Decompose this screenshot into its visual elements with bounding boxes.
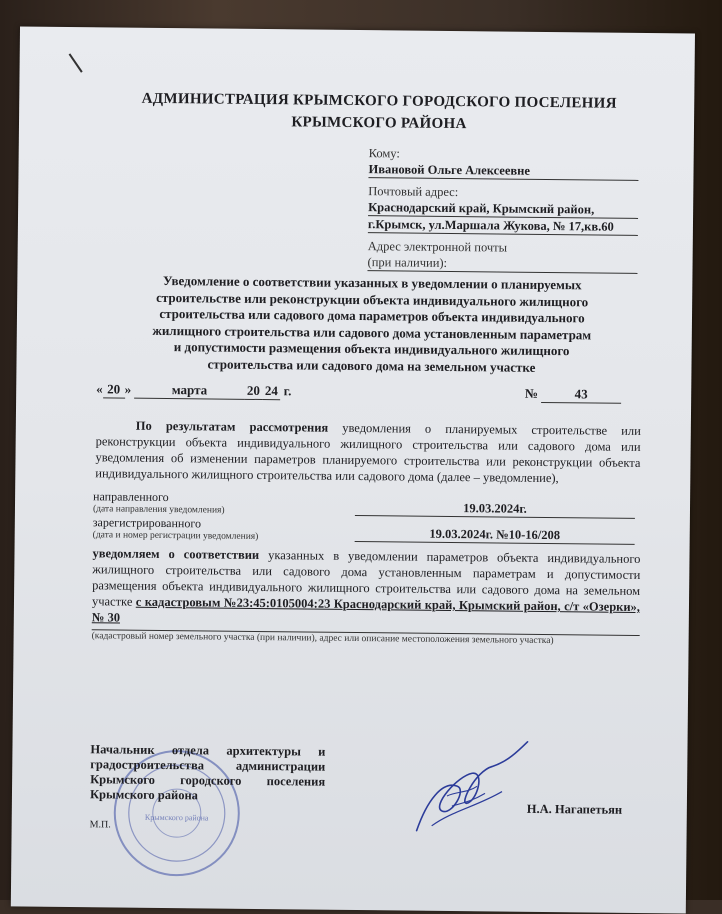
sent-label: направленного — [93, 489, 169, 505]
date-line — [96, 381, 641, 404]
title-line: и допустимости размещения объекта индивидуального жилищного — [173, 339, 570, 359]
notify-paragraph — [92, 545, 641, 631]
body-lead: По результатам рассмотрения — [135, 418, 329, 435]
title-line: строительства или садового дома параметров объекта индивидуального — [159, 305, 585, 326]
address-line-2: г.Крымск, ул.Маршала Жукова, № 17,кв.60 — [368, 216, 638, 236]
parcel-address: с кадастровым №23:45:0105004:23 Краснодарский край, Крымский район, с/т «Озерки», № 30 — [91, 594, 641, 625]
seal-place-label: М.П. — [89, 819, 111, 831]
sent-sub: (дата направления уведомления) — [92, 504, 225, 516]
title-line: Уведомление о соответствии указанных в уведомлении о планируемых — [163, 272, 582, 293]
reg-sub: (дата и номер регистрации уведомления) — [92, 530, 259, 542]
signature-icon — [397, 730, 538, 841]
reg-label: зарегистрированного — [92, 515, 202, 531]
to-value: Ивановой Ольге Алексеевне — [368, 161, 638, 181]
date-day: 20 — [103, 381, 125, 398]
signer-position: Начальник отдела архитектуры и градостроительства администрации Крымского городского поселения Крымского района — [89, 742, 326, 803]
notify-lead: уведомляем о соответствии — [92, 546, 260, 562]
title-line: строительства или садового дома на земельном участке — [207, 355, 536, 375]
title-line: строительстве или реконструкции объекта индивидуального жилищного — [156, 289, 589, 309]
header-line-2: КРЫМСКОГО РАЙОНА — [291, 114, 467, 133]
body-paragraph — [95, 417, 641, 487]
number-value: 43 — [541, 386, 621, 404]
reg-field — [93, 515, 643, 546]
date-year-prefix: 20 — [244, 383, 262, 400]
document-title — [116, 272, 627, 376]
date-open-quote: « — [96, 381, 103, 397]
date-year-suffix: 24 — [262, 383, 280, 400]
address-label: Почтовый адрес: — [368, 184, 459, 200]
reg-value: 19.03.2024г. №10-16/208 — [355, 526, 635, 545]
document-header — [109, 87, 649, 137]
document-page — [11, 26, 695, 913]
notify-text: указанных в уведомлении параметров объекта индивидуального жилищного строительства или садового дома установленным параметрам и допустимости размещения объекта индивидуального жилищного строительства или садового дома на земельном участке — [91, 547, 641, 609]
email-label-2: (при наличии): — [367, 254, 637, 274]
number-label: № — [524, 385, 539, 401]
date-close-quote: » — [124, 381, 132, 397]
signer-name: Н.А. Нагапетьян — [526, 801, 623, 817]
header-line-1: АДМИНИСТРАЦИЯ КРЫМСКОГО ГОРОДСКОГО ПОСЕЛЕНИЯ — [141, 90, 617, 112]
sent-value: 19.03.2024г. — [355, 500, 635, 519]
pen-mark — [69, 53, 83, 72]
parcel-caption: (кадастровый номер земельного участка (при наличии), адрес или описание местоположения земельного участка) — [92, 629, 640, 647]
date-month: марта — [134, 382, 244, 400]
recipient-block — [367, 145, 638, 274]
to-label: Кому: — [368, 146, 400, 161]
email-label: Адрес электронной почты — [367, 239, 508, 255]
body-text: уведомления о планируемых строительстве или реконструкции объекта индивидуального жилищного строительства или садового дома или уведомления об изменении параметров планируемого строительства или реконструкции объекта индивидуального жилищного строительства или садового дома (далее – уведомление), — [95, 420, 641, 486]
date-year-label: г. — [283, 383, 292, 399]
title-line: жилищного строительства или садового дома установленным параметрам — [152, 322, 592, 342]
address-line-1: Краснодарский край, Крымский район, — [368, 199, 638, 219]
document-number — [525, 386, 622, 404]
stamp-text: Крымского района — [144, 812, 209, 823]
